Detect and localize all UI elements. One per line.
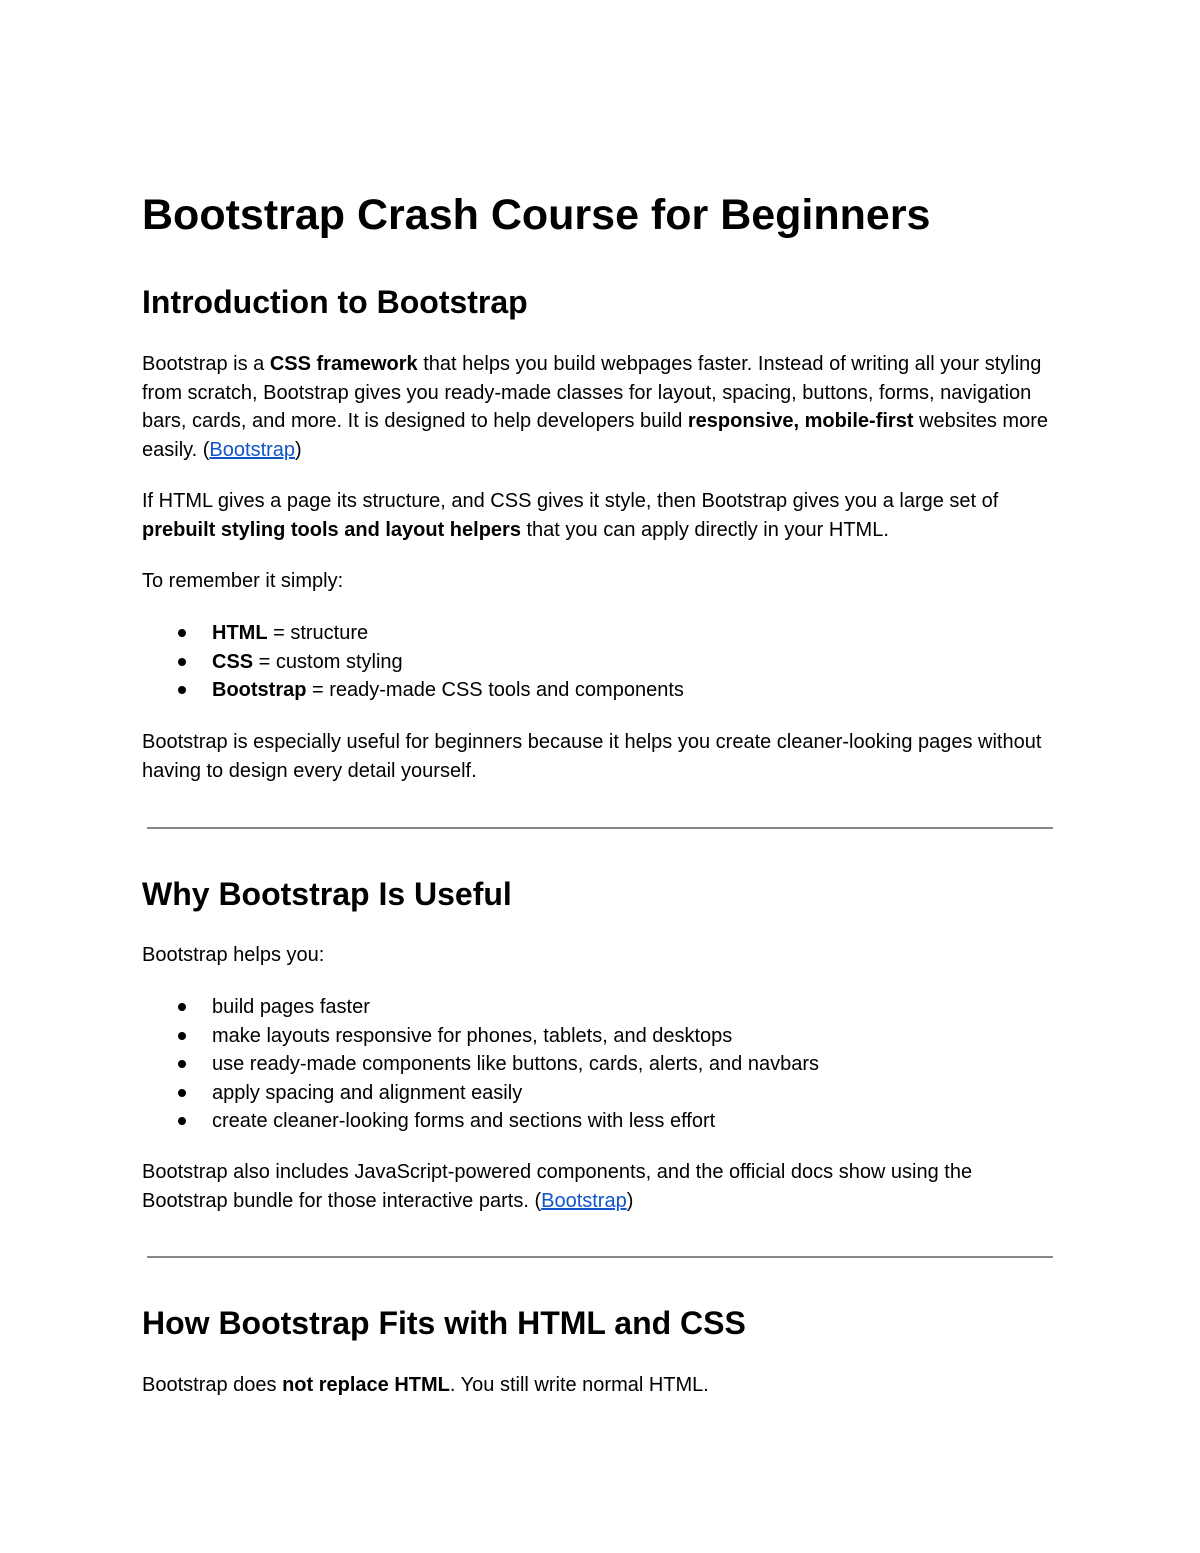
heading-introduction: Introduction to Bootstrap bbox=[142, 284, 528, 320]
bullet-icon bbox=[178, 1032, 186, 1040]
text-run: If HTML gives a page its structure, and CSS gives it style, then Bootstrap gives you a large set of bbox=[142, 490, 999, 512]
intro-paragraph-2 bbox=[142, 487, 1062, 544]
list-item bbox=[142, 676, 684, 705]
list-item bbox=[142, 1079, 819, 1108]
text-run: websites more easily. ( bbox=[142, 410, 1048, 461]
text-run: Bootstrap is a bbox=[142, 353, 270, 375]
heading-why-useful: Why Bootstrap Is Useful bbox=[142, 876, 512, 912]
text-run: that you can apply directly in your HTML. bbox=[520, 518, 889, 541]
bullet-icon bbox=[178, 1117, 186, 1125]
list-desc: = ready-made CSS tools and components bbox=[306, 679, 684, 701]
text-run: . You still write normal HTML. bbox=[449, 1374, 709, 1396]
list-text: use ready-made components like buttons, cards, alerts, and navbars bbox=[212, 1053, 819, 1075]
text-run: ) bbox=[295, 438, 302, 461]
list-text: create cleaner-looking forms and sections with less effort bbox=[212, 1110, 716, 1132]
list-text: make layouts responsive for phones, tablets, and desktops bbox=[212, 1024, 733, 1047]
bold-text: not replace HTML bbox=[282, 1374, 450, 1396]
bold-text: prebuilt styling tools and layout helpers bbox=[142, 518, 521, 541]
list-text: build pages faster bbox=[212, 996, 370, 1018]
list-item bbox=[142, 1050, 819, 1079]
intro-bullet-list bbox=[142, 619, 684, 705]
bullet-icon bbox=[178, 658, 186, 666]
list-desc: = custom styling bbox=[253, 650, 403, 673]
bullet-icon bbox=[178, 686, 186, 694]
list-item bbox=[142, 1022, 819, 1051]
intro-paragraph-1 bbox=[142, 350, 1062, 464]
text-run: Bootstrap does bbox=[142, 1374, 283, 1396]
document-title: Bootstrap Crash Course for Beginners bbox=[142, 191, 931, 239]
bold-text: CSS framework bbox=[269, 353, 418, 375]
text-run: that helps you build webpages faster. Instead of writing all your styling from scratch, Bootstrap gives you ready-made classes for layout, spacing, buttons, forms, navigation bars, cards, and more. It is designed to help developers build bbox=[142, 353, 1042, 432]
list-item bbox=[142, 993, 819, 1022]
list-term: CSS bbox=[212, 650, 254, 673]
horizontal-rule bbox=[147, 827, 1053, 829]
intro-paragraph-4: Bootstrap is especially useful for beginners because it helps you create cleaner-looking pages without having to design every detail yourself. bbox=[142, 731, 1042, 782]
why-paragraph-1: Bootstrap helps you: bbox=[142, 944, 325, 966]
fits-paragraph-1 bbox=[142, 1371, 1062, 1400]
list-item bbox=[142, 648, 684, 677]
bullet-icon bbox=[178, 1060, 186, 1068]
intro-paragraph-3: To remember it simply: bbox=[142, 570, 344, 592]
list-term: Bootstrap bbox=[212, 679, 307, 701]
list-desc: = structure bbox=[267, 622, 369, 644]
why-bullet-list bbox=[142, 993, 819, 1136]
text-run: Bootstrap also includes JavaScript-powered components, and the official docs show using the Bootstrap bundle for those interactive parts. ( bbox=[142, 1161, 973, 1212]
bullet-icon bbox=[178, 1089, 186, 1097]
bold-text: responsive, mobile-first bbox=[687, 410, 914, 432]
bootstrap-link[interactable]: Bootstrap bbox=[209, 438, 296, 461]
bootstrap-link[interactable]: Bootstrap bbox=[541, 1189, 627, 1212]
list-term: HTML bbox=[212, 622, 268, 644]
why-paragraph-2 bbox=[142, 1158, 1062, 1215]
heading-how-fits: How Bootstrap Fits with HTML and CSS bbox=[142, 1305, 746, 1341]
bullet-icon bbox=[178, 629, 186, 637]
bullet-icon bbox=[178, 1003, 186, 1011]
list-text: apply spacing and alignment easily bbox=[212, 1081, 523, 1104]
horizontal-rule bbox=[147, 1256, 1053, 1258]
text-run: ) bbox=[626, 1189, 634, 1212]
list-item bbox=[142, 619, 684, 648]
list-item bbox=[142, 1107, 819, 1136]
